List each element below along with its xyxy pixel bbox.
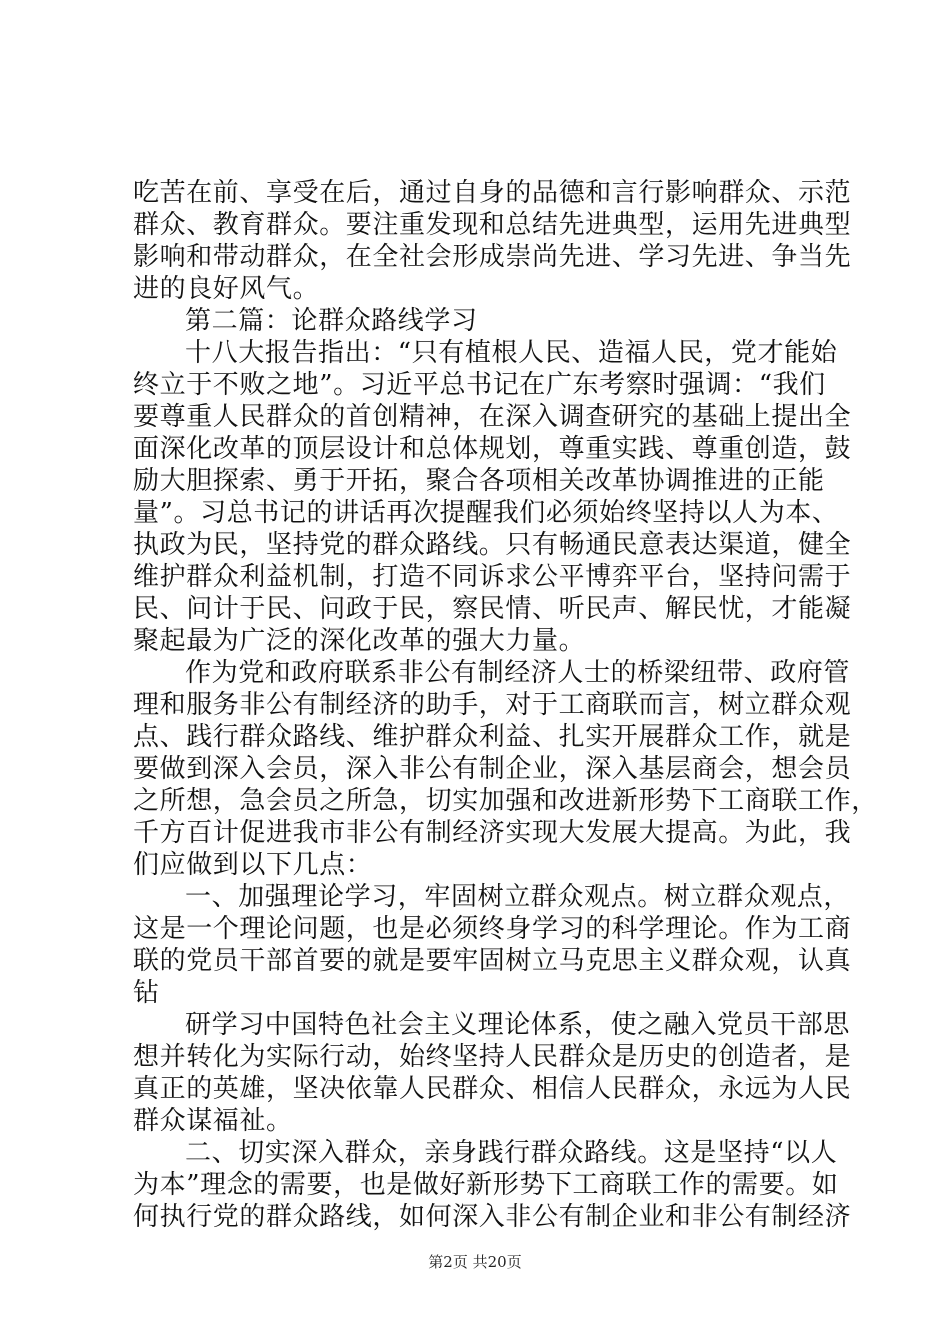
text-line: 民、问计于民、问政于民，察民情、听民声、解民忧，才能凝	[133, 594, 852, 624]
text-line: 执政为民，坚持党的群众路线。只有畅通民意表达渠道，健全	[133, 530, 852, 560]
text-line: 真正的英雄，坚决依靠人民群众、相信人民群众，永远为人民	[133, 1074, 852, 1104]
text-line: 们应做到以下几点：	[133, 850, 373, 880]
page-number-footer: 第2页 共20页	[428, 1253, 522, 1271]
text-line: 要尊重人民群众的首创精神，在深入调查研究的基础上提出全	[133, 402, 852, 432]
text-line: 研学习中国特色社会主义理论体系，使之融入党员干部思	[185, 1010, 851, 1040]
text-line: 一、加强理论学习，牢固树立群众观点。树立群众观点，	[185, 882, 851, 912]
section-heading: 第二篇：论群众路线学习	[185, 306, 478, 336]
text-line: 励大胆探索、勇于开拓，聚合各项相关改革协调推进的正能	[133, 466, 825, 496]
text-line: 千方百计促进我市非公有制经济实现大发展大提高。为此，我	[133, 818, 852, 848]
text-line: 这是一个理论问题，也是必须终身学习的科学理论。作为工商	[133, 914, 852, 944]
text-line: 之所想，急会员之所急，切实加强和改进新形势下工商联工作，	[133, 786, 878, 816]
text-line: 影响和带动群众，在全社会形成崇尚先进、学习先进、争当先	[133, 242, 852, 272]
text-line: 面深化改革的顶层设计和总体规划，尊重实践、尊重创造，鼓	[133, 434, 852, 464]
text-line: 要做到深入会员，深入非公有制企业，深入基层商会，想会员	[133, 754, 852, 784]
text-line: 十八大报告指出：“只有植根人民、造福人民，党才能始	[185, 338, 838, 368]
text-line: 聚起最为广泛的深化改革的强大力量。	[133, 626, 586, 656]
text-line: 维护群众利益机制，打造不同诉求公平博弈平台，坚持问需于	[133, 562, 852, 592]
text-line: 想并转化为实际行动，始终坚持人民群众是历史的创造者，是	[133, 1042, 852, 1072]
text-line: 群众、教育群众。要注重发现和总结先进典型，运用先进典型	[133, 210, 852, 240]
text-line: 作为党和政府联系非公有制经济人士的桥梁纽带、政府管	[185, 658, 851, 688]
text-line: 群众谋福祉。	[133, 1106, 293, 1136]
text-line: 量”。习总书记的讲话再次提醒我们必须始终坚持以人为本、	[133, 498, 839, 528]
text-line: 理和服务非公有制经济的助手，对于工商联而言，树立群众观	[133, 690, 852, 720]
text-line: 二、切实深入群众，亲身践行群众路线。这是坚持“以人	[185, 1138, 838, 1168]
text-line: 进的良好风气。	[133, 274, 320, 304]
text-line: 终立于不败之地”。习近平总书记在广东考察时强调：“我们	[133, 370, 826, 400]
text-line: 联的党员干部首要的就是要牢固树立马克思主义群众观，认真	[133, 946, 852, 976]
text-line: 为本”理念的需要，也是做好新形势下工商联工作的需要。如	[133, 1170, 839, 1200]
text-line: 钻	[133, 978, 160, 1008]
text-line: 吃苦在前、享受在后，通过自身的品德和言行影响群众、示范	[133, 178, 852, 208]
text-line: 点、践行群众路线、维护群众利益、扎实开展群众工作，就是	[133, 722, 852, 752]
text-line: 何执行党的群众路线，如何深入非公有制企业和非公有制经济	[133, 1202, 852, 1232]
